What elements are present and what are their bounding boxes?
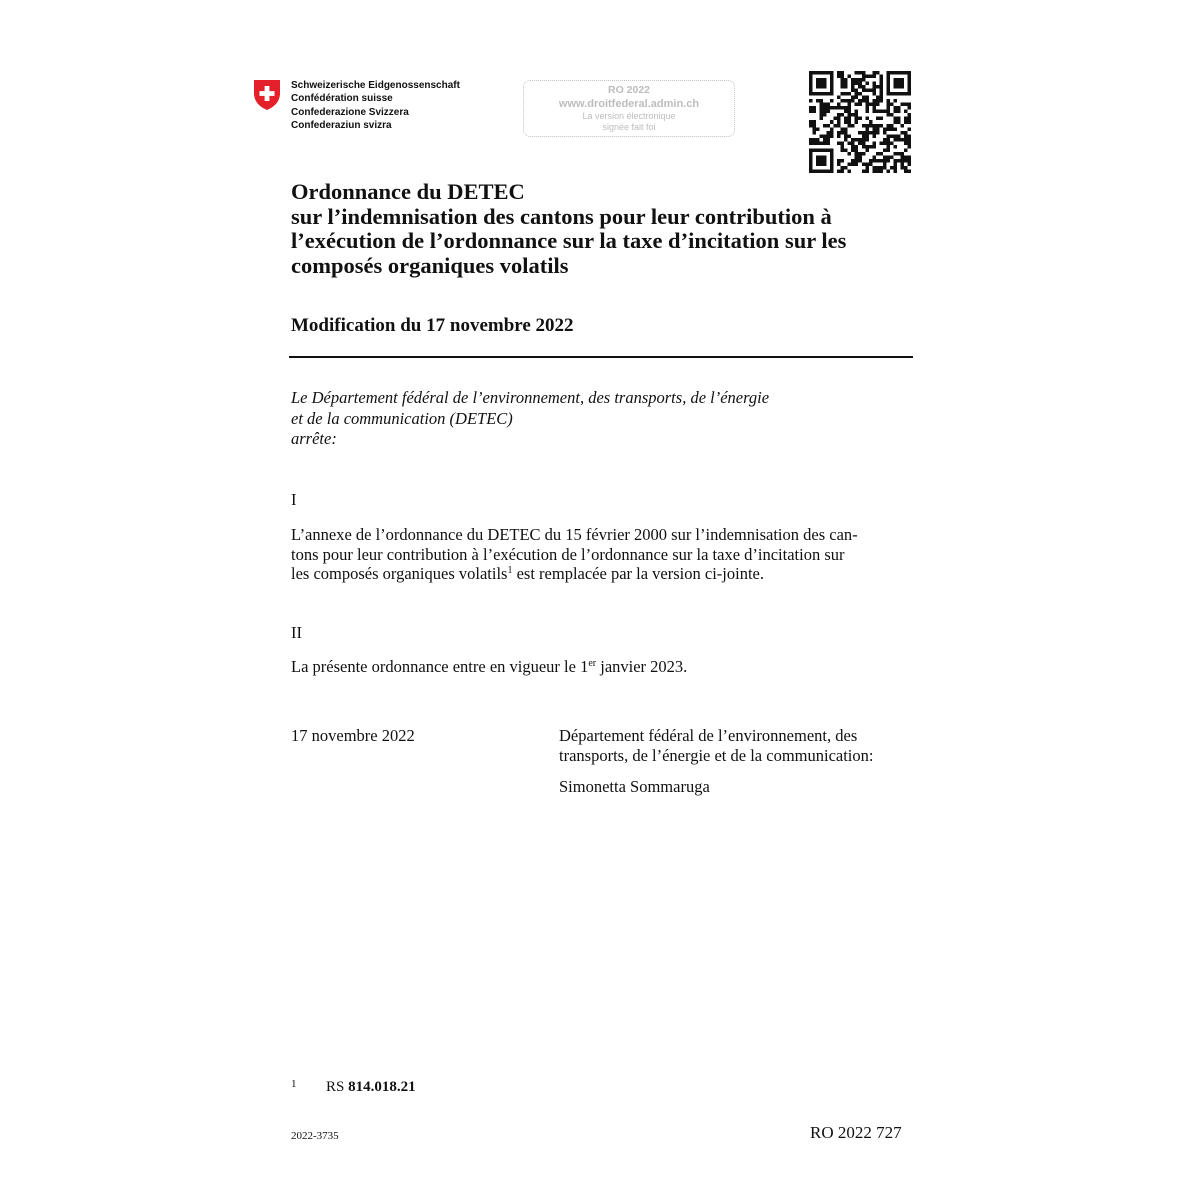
section-2-text-before: La présente ordonnance entre en vigueur le 1	[291, 657, 589, 676]
signature-department	[559, 726, 873, 765]
modification-date-heading: Modification du 17 novembre 2022	[291, 315, 574, 336]
document-number: 2022-3735	[291, 1130, 339, 1142]
confederation-rm: Confederaziun svizra	[291, 120, 392, 132]
section-1-text-before: les composés organiques volatils	[291, 564, 508, 583]
ordinal-suffix: er	[588, 658, 597, 669]
confederation-it: Confederazione Svizzera	[291, 106, 409, 118]
section-1-text-after: est remplacée par la version ci-jointe.	[512, 564, 764, 583]
preamble	[291, 388, 769, 450]
qr-code-icon	[809, 71, 911, 173]
footnote-marker: 1	[507, 565, 513, 576]
footnote-number: 1	[291, 1078, 297, 1090]
title-divider	[289, 356, 913, 358]
section-2-text	[291, 657, 687, 677]
section-1-line	[291, 564, 913, 584]
preamble-decree: arrête:	[291, 429, 337, 448]
footnote-reference: 814.018.21	[348, 1079, 416, 1095]
footnote-prefix: RS	[326, 1079, 349, 1095]
title-line: l’exécution de l’ordonnance sur la taxe d’incitation sur les	[291, 228, 847, 253]
title-line: Ordonnance du DETEC	[291, 179, 525, 204]
section-2-text-after: janvier 2023.	[596, 657, 688, 676]
department-line: transports, de l’énergie et de la communication:	[559, 745, 874, 765]
confederation-de: Schweizerische Eidgenossenschaft	[291, 80, 460, 91]
signature-date: 17 novembre 2022	[291, 726, 415, 745]
section-1-line: L’annexe de l’ordonnance du DETEC du 15 février 2000 sur l’indemnisation des can-	[291, 525, 858, 544]
official-publication-stamp	[523, 80, 735, 137]
title-line: composés organiques volatils	[291, 252, 569, 278]
section-1-line: tons pour leur contribution à l’exécution de l’ordonnance sur la taxe d’incitation sur	[291, 544, 845, 564]
stamp-line-version: La version électronique	[582, 111, 676, 121]
stamp-line-url: www.droitfederal.admin.ch	[558, 98, 700, 110]
title-line: sur l’indemnisation des cantons pour leur contribution à	[291, 203, 832, 229]
footnote-text	[326, 1079, 416, 1096]
confederation-names	[291, 79, 460, 133]
signer-name: Simonetta Sommaruga	[559, 777, 710, 796]
preamble-line: Le Département fédéral de l’environnement, des transports, de l’énergie	[291, 388, 770, 407]
document-title	[291, 180, 931, 278]
department-line: Département fédéral de l’environnement, des	[559, 726, 858, 745]
section-number-2: II	[291, 623, 302, 642]
stamp-line-signed: signée fait foi	[602, 122, 656, 132]
stamp-line-ro: RO 2022	[607, 84, 651, 96]
confederation-fr: Confédération suisse	[291, 93, 393, 105]
preamble-line: et de la communication (DETEC)	[291, 408, 513, 428]
ro-reference: RO 2022 727	[810, 1123, 902, 1142]
section-number-1: I	[291, 490, 297, 509]
section-1-text	[291, 525, 913, 584]
swiss-cross-shield-icon	[252, 79, 282, 111]
